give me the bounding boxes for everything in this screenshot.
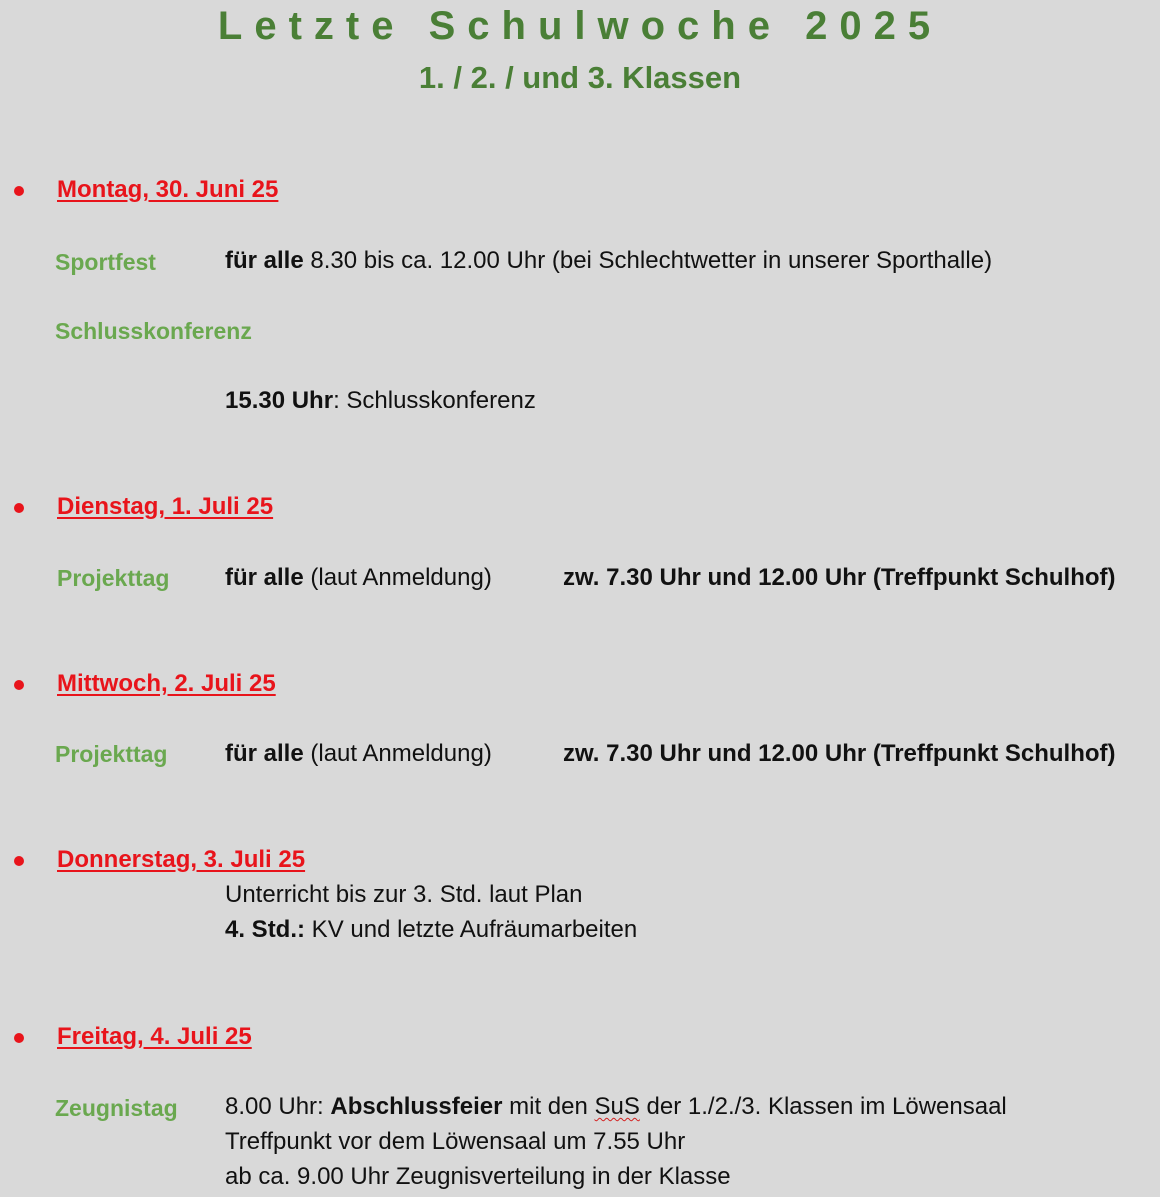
friday-text-a: mit den <box>502 1093 595 1120</box>
konferenz-time: 15.30 Uhr <box>225 387 334 414</box>
label-zeugnistag: Zeugnistag <box>55 1095 178 1121</box>
label-projekttag-wednesday: Projekttag <box>55 741 168 767</box>
friday-time: 8.00 Uhr: <box>225 1093 331 1120</box>
day-heading-wednesday: Mittwoch, 2. Juli 25 <box>57 670 276 697</box>
bullet-icon <box>14 1033 24 1043</box>
label-sportfest: Sportfest <box>55 249 156 275</box>
friday-sus: SuS <box>594 1093 640 1120</box>
friday-event: Abschlussfeier <box>330 1093 503 1120</box>
friday-text-b: der 1./2./3. Klassen im Löwensaal <box>639 1093 1007 1120</box>
projekttag-tuesday-time: zw. 7.30 Uhr und 12.00 Uhr (Treffpunkt Schulhof) <box>563 564 1116 591</box>
projekttag-wednesday-time: zw. 7.30 Uhr und 12.00 Uhr (Treffpunkt Schulhof) <box>563 740 1116 767</box>
bullet-icon <box>14 186 24 196</box>
day-heading-friday: Freitag, 4. Juli 25 <box>57 1023 252 1050</box>
projekttag-wednesday-bold: für alle <box>225 740 304 767</box>
sportfest-description <box>225 247 992 275</box>
thursday-line-2 <box>225 916 637 944</box>
friday-line-2: Treffpunkt vor dem Löwensaal um 7.55 Uhr <box>225 1128 686 1155</box>
page-title: Letzte Schulwoche 2025 <box>217 4 943 48</box>
thursday-line-1: Unterricht bis zur 3. Std. laut Plan <box>225 881 583 908</box>
label-schlusskonferenz: Schlusskonferenz <box>55 318 252 344</box>
projekttag-wednesday-audience <box>225 740 492 768</box>
thursday-period: 4. Std.: <box>225 916 306 943</box>
bullet-icon <box>14 856 24 866</box>
day-heading-thursday: Donnerstag, 3. Juli 25 <box>57 846 306 873</box>
projekttag-wednesday-text: (laut Anmeldung) <box>303 740 492 767</box>
bullet-icon <box>14 503 24 513</box>
page-subtitle: 1. / 2. / und 3. Klassen <box>418 60 742 95</box>
projekttag-tuesday-audience <box>225 564 492 592</box>
konferenz-text: : Schlusskonferenz <box>333 387 536 414</box>
bullet-icon <box>14 680 24 690</box>
label-projekttag-tuesday: Projekttag <box>57 565 170 591</box>
konferenz-description <box>225 387 536 415</box>
day-heading-monday: Montag, 30. Juni 25 <box>57 176 279 203</box>
thursday-activity: KV und letzte Aufräumarbeiten <box>305 916 638 943</box>
sportfest-time: 8.30 bis ca. 12.00 Uhr (bei Schlechtwetter in unserer Sporthalle) <box>303 247 993 274</box>
friday-line-1 <box>225 1093 1007 1121</box>
projekttag-tuesday-text: (laut Anmeldung) <box>303 564 492 591</box>
projekttag-tuesday-bold: für alle <box>225 564 304 591</box>
day-heading-tuesday: Dienstag, 1. Juli 25 <box>57 493 274 520</box>
friday-line-3: ab ca. 9.00 Uhr Zeugnisverteilung in der Klasse <box>225 1163 731 1190</box>
sportfest-audience: für alle <box>225 247 304 274</box>
